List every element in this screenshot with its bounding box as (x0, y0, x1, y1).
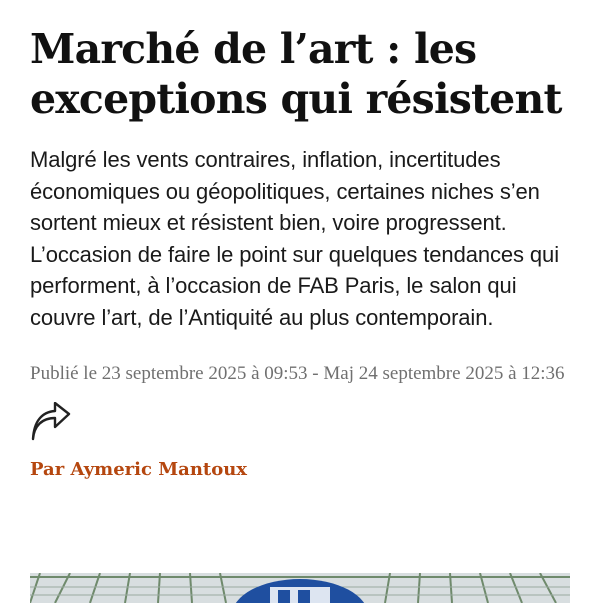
hero-image (30, 573, 570, 603)
byline-prefix: Par (30, 459, 65, 480)
article (30, 0, 575, 482)
byline (30, 458, 575, 482)
publication-date: Publié le 23 septembre 2025 à 09:53 - Maj 24 septembre 2025 à 12:36 (30, 363, 565, 384)
share-arrow-icon (30, 402, 72, 442)
author-link[interactable]: Aymeric Mantoux (70, 459, 248, 480)
share-button[interactable] (30, 402, 72, 442)
article-lede: Malgré les vents contraires, inflation, incertitudes économiques ou géopolitiques, certaines niches s’en sortent mieux et résistent bien, voire progressent. L’occasion de faire le point sur quelques tendances qui performent, à l’occasion de FAB Paris, le salon qui couvre l’art, de l’Antiquité au plus contemporain. (30, 147, 559, 330)
article-headline: Marché de l’art : les exceptions qui résistent (30, 25, 562, 123)
